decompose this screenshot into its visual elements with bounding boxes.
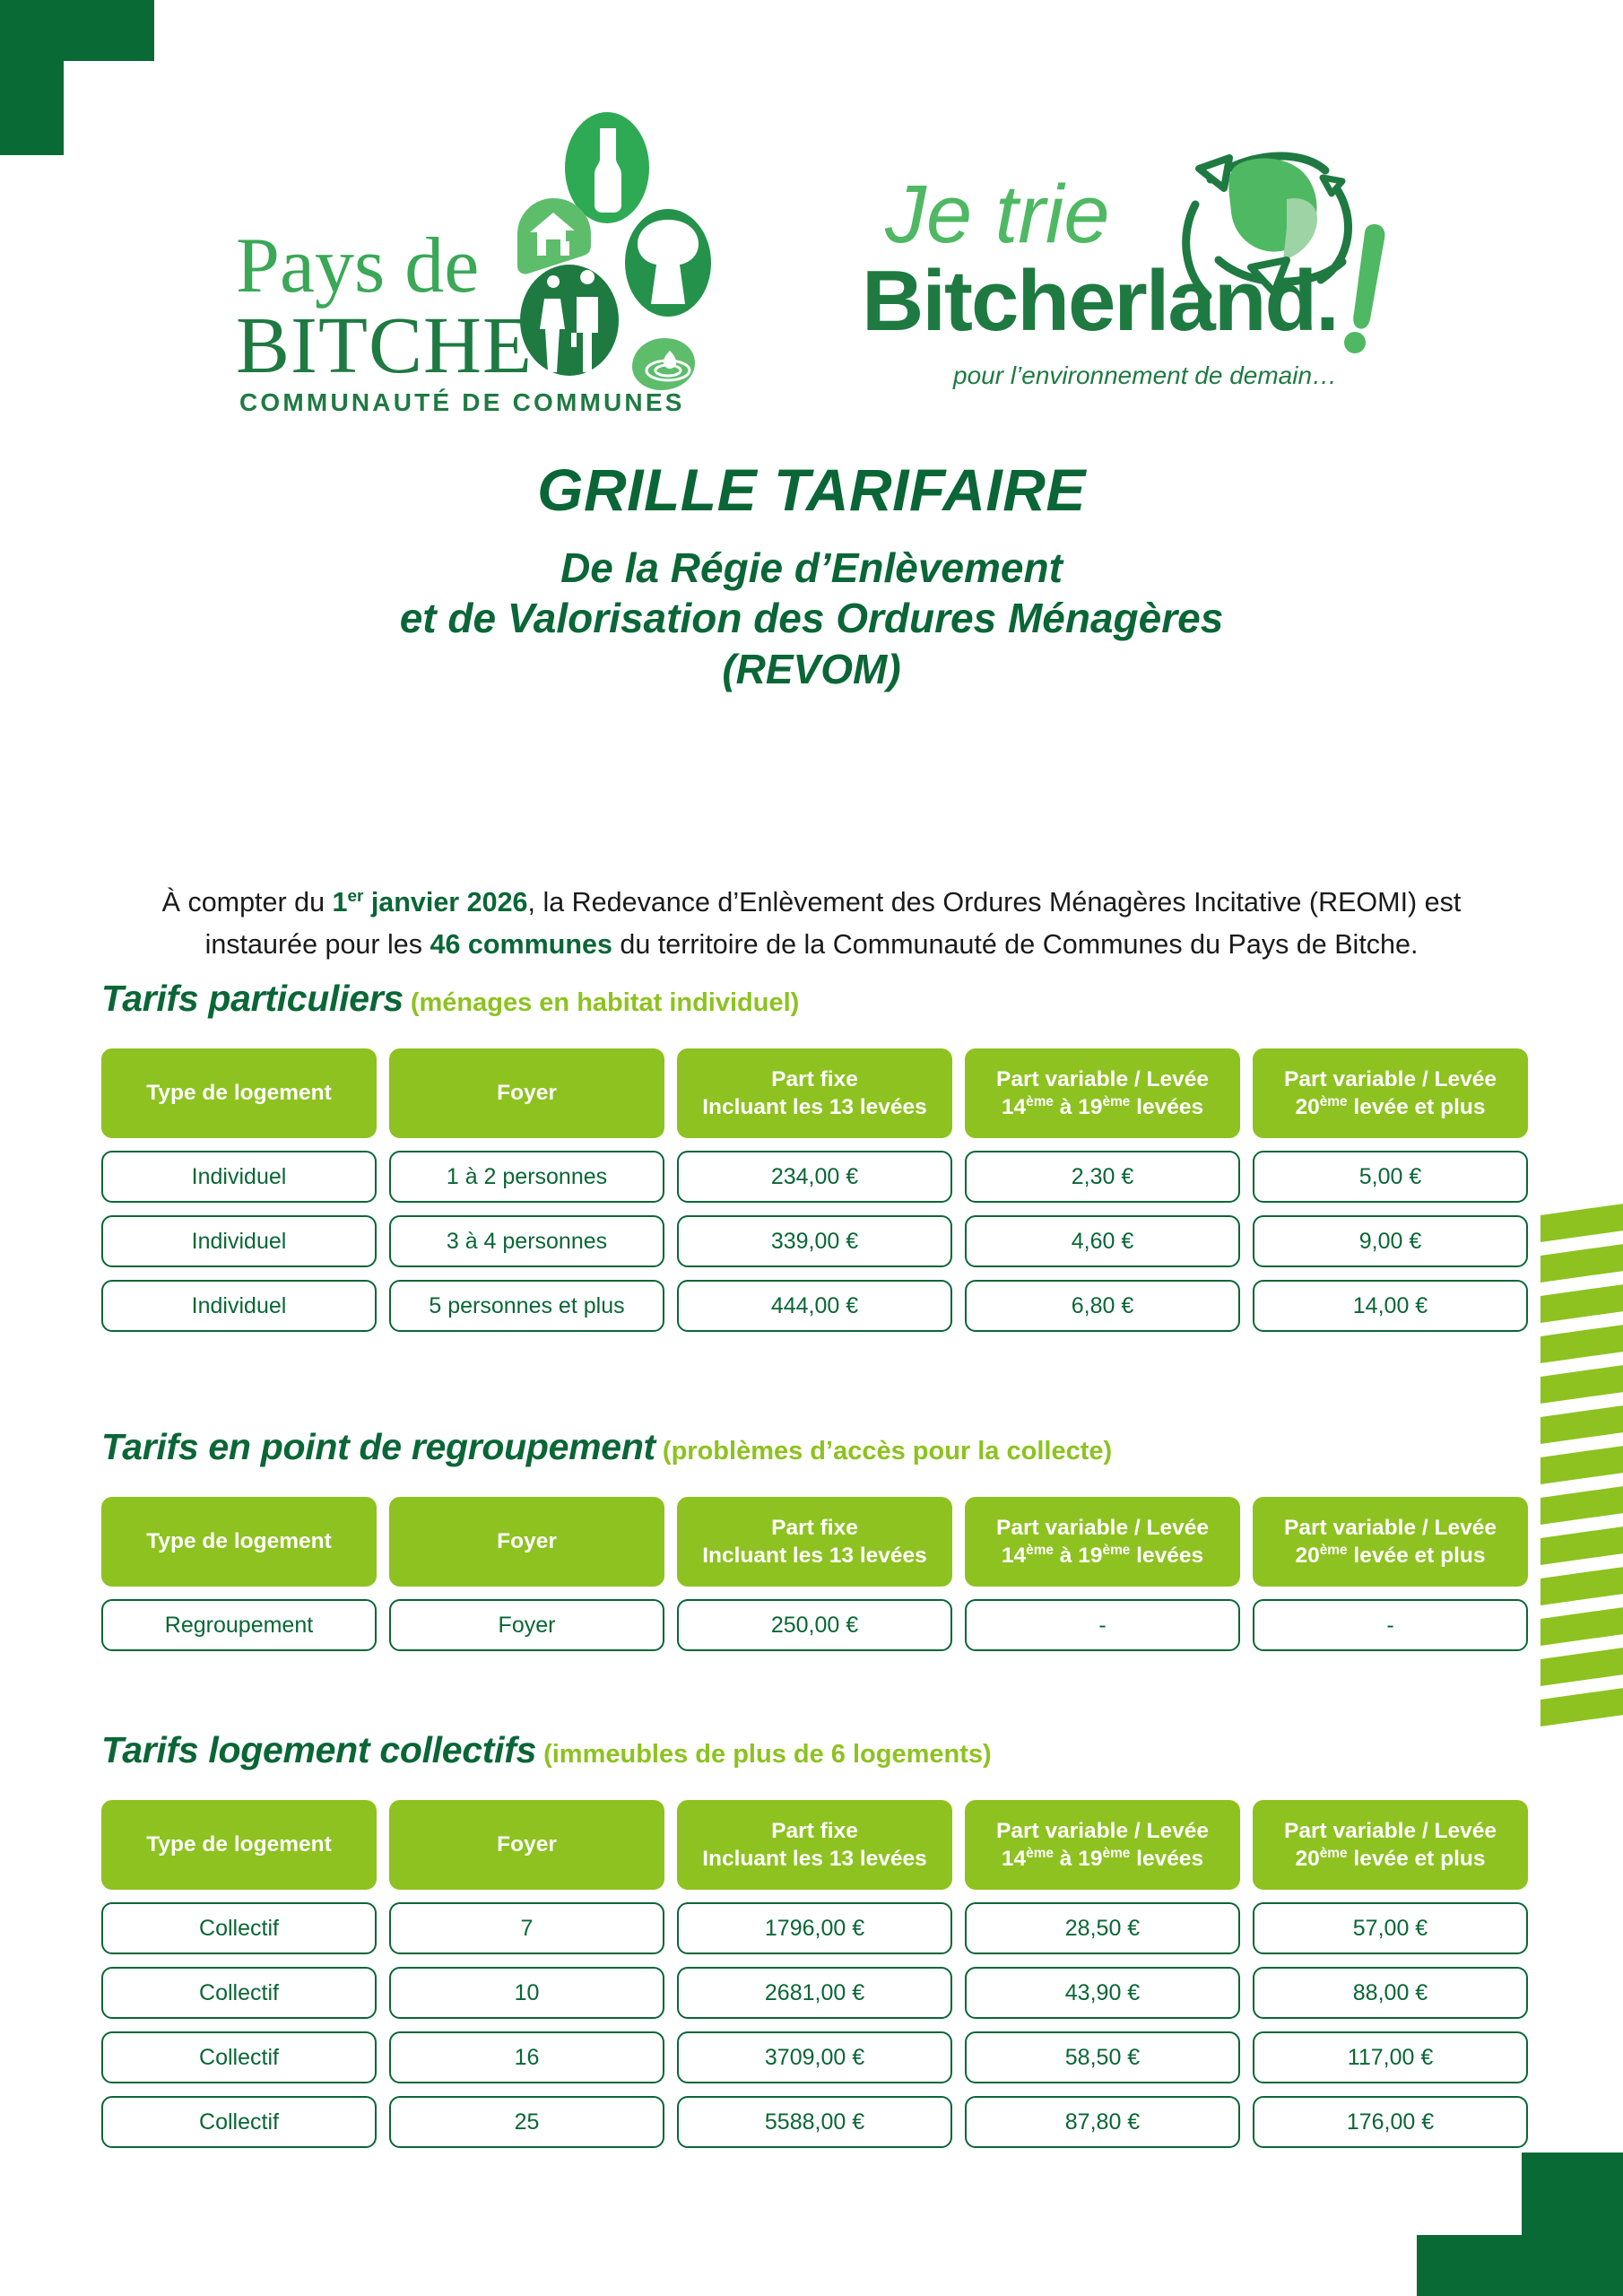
column-header-type-de-logement: Type de logement [101, 1800, 377, 1890]
table-cell: 444,00 € [677, 1280, 952, 1332]
table-cell: 5,00 € [1253, 1151, 1528, 1203]
intro-paragraph [117, 882, 1506, 967]
pays-de-bitche-logo [220, 112, 740, 417]
table-cell: 2681,00 € [677, 1967, 952, 2019]
table-cell: 1 à 2 personnes [389, 1151, 664, 1203]
table-cell: - [965, 1599, 1240, 1651]
logo-text-je-trie: Je trie [885, 169, 1110, 260]
intro-date-rest: janvier 2026 [363, 886, 528, 918]
table-header-row [101, 1497, 1521, 1587]
table-row [101, 1151, 1521, 1203]
page-title-block [0, 459, 1623, 694]
section-tarifs-collectifs [0, 1729, 1623, 2161]
corner-decoration-bottom-right-vertical [1522, 2152, 1623, 2296]
table-cell: 87,80 € [965, 2096, 1240, 2148]
column-header-foyer: Foyer [389, 1048, 664, 1138]
column-header-foyer: Foyer [389, 1800, 664, 1890]
section-1-heading [101, 978, 1623, 1020]
table-cell: Collectif [101, 2096, 377, 2148]
section-3-title: Tarifs logement collectifs [101, 1729, 537, 1770]
intro-date-highlight [333, 887, 528, 918]
section-1-title: Tarifs particuliers [101, 978, 404, 1019]
table-tarifs-collectifs [101, 1800, 1521, 2148]
table-header-row [101, 1800, 1521, 1890]
column-header-foyer: Foyer [389, 1497, 664, 1587]
table-cell: Collectif [101, 1967, 377, 2019]
table-cell: 3709,00 € [677, 2031, 952, 2083]
table-cell: 28,50 € [965, 1902, 1240, 1954]
intro-date-ordinal: er [347, 886, 364, 906]
page-subtitle-line-1: De la Régie d’Enlèvement [560, 544, 1063, 592]
table-row [101, 1599, 1521, 1651]
logo-text-communaute: COMMUNAUTÉ DE COMMUNES [239, 388, 685, 416]
column-header-part-variable-20-plus: Part variable / Levée 20ème levée et plus [1253, 1048, 1528, 1138]
table-cell: 7 [389, 1902, 664, 1954]
table-cell: 250,00 € [677, 1599, 952, 1651]
exclamation-mark [1353, 224, 1384, 329]
section-1-note: (ménages en habitat individuel) [410, 988, 800, 1017]
page-title: GRILLE TARIFAIRE [537, 457, 1086, 523]
column-header-part-variable-20-plus: Part variable / Levée 20ème levée et plus [1253, 1800, 1528, 1890]
column-header-type-de-logement: Type de logement [101, 1048, 377, 1138]
table-cell: Individuel [101, 1215, 377, 1267]
table-cell: 2,30 € [965, 1151, 1240, 1203]
table-row [101, 1967, 1521, 2019]
table-header-row [101, 1048, 1521, 1138]
table-cell: 176,00 € [1253, 2096, 1528, 2148]
table-cell: Individuel [101, 1280, 377, 1332]
section-2-heading [101, 1426, 1623, 1468]
table-cell: 88,00 € [1253, 1967, 1528, 2019]
column-header-part-variable-14-19: Part variable / Levée 14ème à 19ème levées [965, 1048, 1240, 1138]
table-row [101, 1215, 1521, 1267]
table-cell: Collectif [101, 2031, 377, 2083]
stripe-bar [1541, 1361, 1623, 1404]
table-cell: 9,00 € [1253, 1215, 1528, 1267]
column-header-part-fixe: Part fixe Incluant les 13 levées [677, 1497, 952, 1587]
table-cell: Individuel [101, 1151, 377, 1203]
table-cell: 5 personnes et plus [389, 1280, 664, 1332]
intro-date-number: 1 [332, 886, 348, 918]
table-cell: 25 [389, 2096, 664, 2148]
table-tarifs-regroupement [101, 1497, 1521, 1651]
table-cell: 43,90 € [965, 1967, 1240, 2019]
table-cell: 1796,00 € [677, 1902, 952, 1954]
table-cell: 5588,00 € [677, 2096, 952, 2148]
section-tarifs-particuliers [0, 978, 1623, 1344]
column-header-part-variable-20-plus: Part variable / Levée 20ème levée et plus [1253, 1497, 1528, 1587]
column-header-type-de-logement: Type de logement [101, 1497, 377, 1587]
table-cell: Collectif [101, 1902, 377, 1954]
table-cell: 10 [389, 1967, 664, 2019]
table-cell: - [1253, 1599, 1528, 1651]
people-icon [520, 265, 619, 376]
column-header-part-fixe: Part fixe Incluant les 13 levées [677, 1800, 952, 1890]
table-cell: 234,00 € [677, 1151, 952, 1203]
logo-text-pays-de: Pays de [236, 222, 480, 309]
column-header-part-variable-14-19: Part variable / Levée 14ème à 19ème levées [965, 1497, 1240, 1587]
table-cell: Regroupement [101, 1599, 377, 1651]
table-row [101, 1902, 1521, 1954]
table-row [101, 2031, 1521, 2083]
table-cell: Foyer [389, 1599, 664, 1651]
stripe-bar [1541, 1684, 1623, 1726]
table-row [101, 1280, 1521, 1332]
table-cell: 3 à 4 personnes [389, 1215, 664, 1267]
table-cell: 57,00 € [1253, 1902, 1528, 1954]
table-cell: 6,80 € [965, 1280, 1240, 1332]
table-cell: 117,00 € [1253, 2031, 1528, 2083]
section-3-heading [101, 1729, 1623, 1771]
table-cell: 4,60 € [965, 1215, 1240, 1267]
intro-communes-highlight: 46 communes [430, 928, 612, 960]
section-tarifs-regroupement [0, 1426, 1623, 1664]
logo-header [0, 0, 1623, 430]
column-header-part-fixe: Part fixe Incluant les 13 levées [677, 1048, 952, 1138]
table-row [101, 2096, 1521, 2148]
logo-tagline: pour l’environnement de demain… [953, 361, 1338, 389]
table-cell: 16 [389, 2031, 664, 2083]
intro-part-2: , la Redevance d’Enlèvement des Ordures Ménagères Incitative (REOMI) est instaurée pour les [204, 886, 1462, 960]
je-trie-bitcherland-logo [865, 99, 1421, 413]
table-cell: 14,00 € [1253, 1280, 1528, 1332]
table-cell: 339,00 € [677, 1215, 952, 1267]
section-3-note: (immeubles de plus de 6 logements) [543, 1740, 992, 1769]
table-tarifs-particuliers [101, 1048, 1521, 1332]
section-2-note: (problèmes d’accès pour la collecte) [662, 1437, 1113, 1465]
section-2-title: Tarifs en point de regroupement [101, 1426, 655, 1467]
table-cell: 58,50 € [965, 2031, 1240, 2083]
logo-text-bitche: BITCHE [236, 301, 533, 390]
logo-text-bitcherland: Bitcherland. [865, 253, 1338, 349]
page-subtitle-line-2: et de Valorisation des Ordures Ménagères [399, 595, 1224, 642]
page-subtitle [0, 543, 1623, 693]
page-subtitle-line-3: (REVOM) [722, 645, 901, 692]
column-header-part-variable-14-19: Part variable / Levée 14ème à 19ème levées [965, 1800, 1240, 1890]
intro-part-3: du territoire de la Communauté de Communes du Pays de Bitche. [612, 928, 1419, 960]
intro-part-1: À compter du [161, 886, 333, 918]
